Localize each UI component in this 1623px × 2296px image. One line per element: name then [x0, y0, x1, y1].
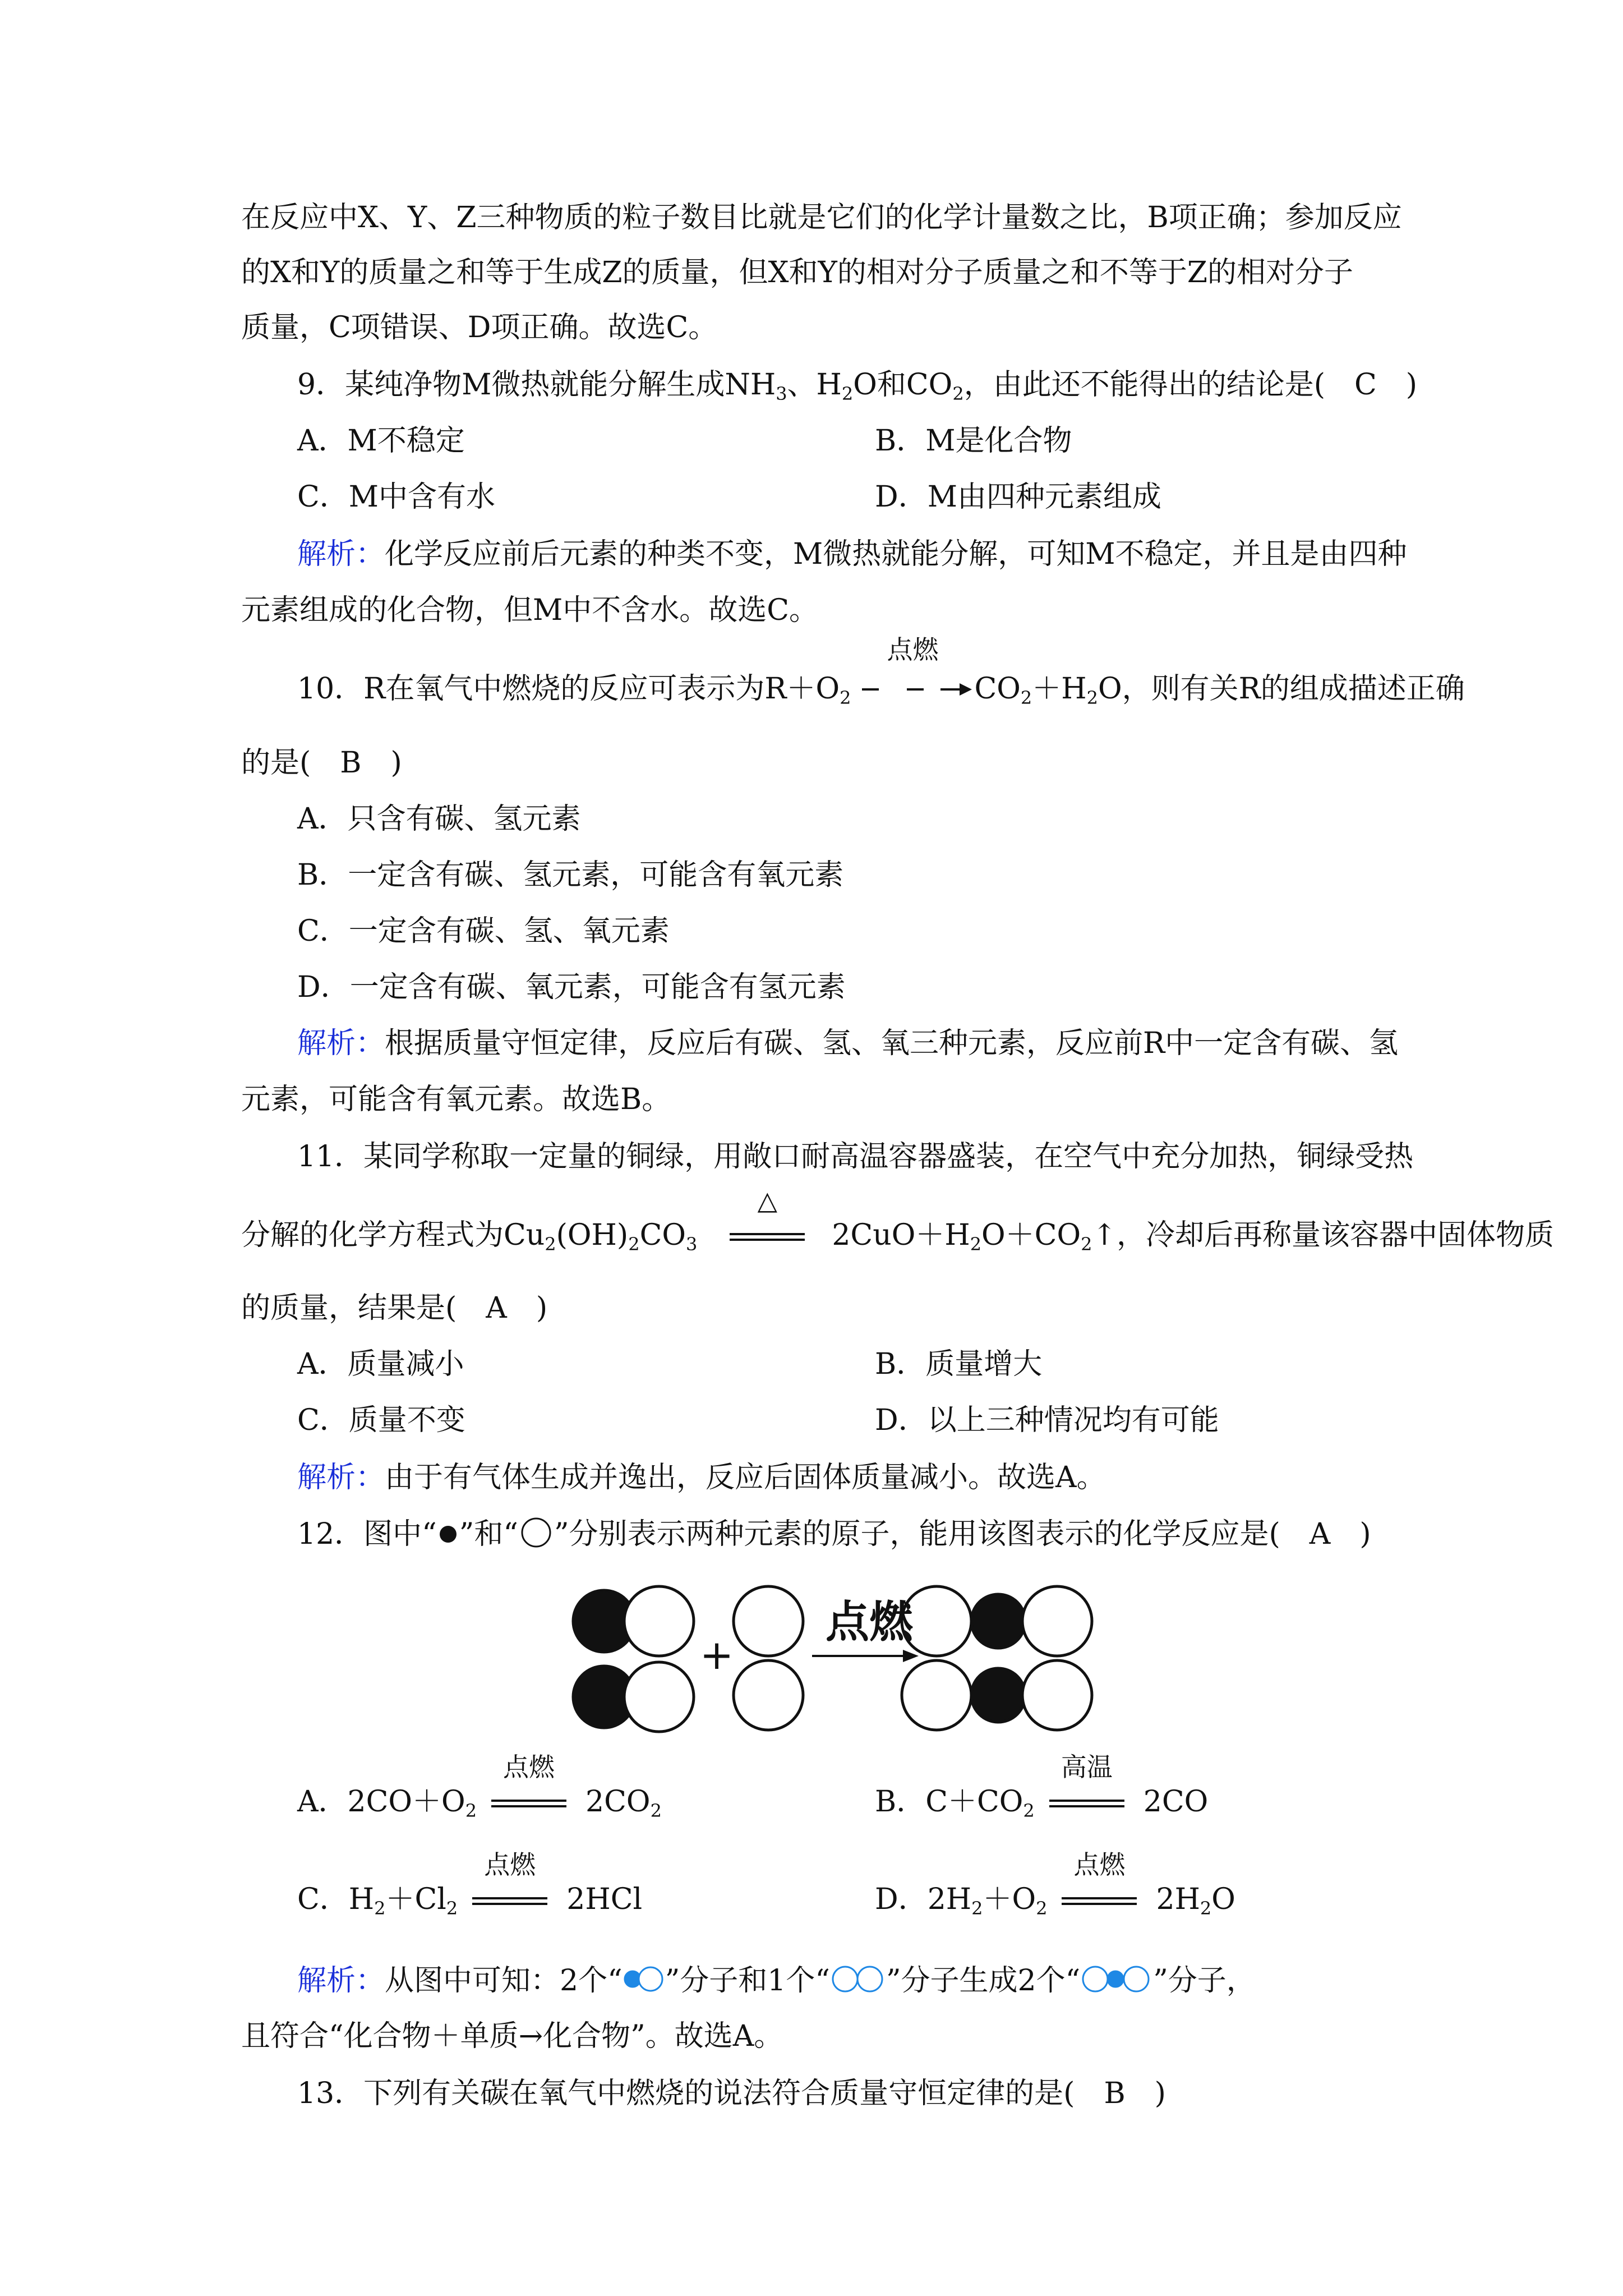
- reaction-arrow: 点燃: [851, 672, 974, 706]
- question-13-stem: 13．下列有关碳在氧气中燃烧的说法符合质量守恒定律的是( B ): [297, 2077, 1166, 2110]
- white-atom: [1022, 1660, 1092, 1730]
- question-12-stem: 12．图中“ ”和“ ”分别表示两种元素的原子，能用该图表示的化学反应是( A ): [297, 1517, 1371, 1551]
- analysis-line: 元素组成的化合物，但M中不含水。故选C。: [241, 593, 819, 627]
- option-a: A．质量减小: [297, 1347, 464, 1381]
- text-line: 质量，C项错误、D项正确。故选C。: [241, 311, 718, 344]
- option-d: D．一定含有碳、氧元素，可能含有氢元素: [297, 970, 846, 1004]
- question-9-stem: 9．某纯净物M微热就能分解生成$NH_3$、$H_2O$和$CO_2$，由此还不能得出的结论是( C ): [297, 368, 1418, 404]
- option-a: A．只含有碳、氢元素: [297, 802, 581, 836]
- analysis-line: 解析：从图中可知：2个“ ”分子和1个“ ”分子生成2个“ ”分子，: [297, 1964, 1256, 1998]
- option-c: C．质量不变: [297, 1404, 465, 1437]
- molecule-co2-icon: [1080, 1963, 1153, 1995]
- burn-equals-sign: 点燃: [1057, 1883, 1141, 1916]
- analysis-label: 解析：: [297, 1027, 385, 1060]
- diagram-condition-label: 点燃: [825, 1597, 914, 1648]
- option-b: B．M是化合物: [875, 424, 1072, 458]
- text-line: 的X和Y的质量之和等于生成Z的质量，但X和Y的相对分子质量之和不等于Z的相对分子: [241, 256, 1353, 289]
- white-atom: [734, 1660, 803, 1730]
- reaction-arrow-head: [903, 1650, 919, 1662]
- option-d: D．$2H_2+O_2$ 点燃 $2H_2O$: [875, 1849, 1235, 1919]
- high-temp-equals-sign: 高温: [1045, 1785, 1129, 1819]
- molecule-o2-icon: [830, 1963, 886, 1995]
- option-b: B．$C+CO_2$ 高温 2CO: [875, 1752, 1209, 1821]
- burn-equals-sign: 点燃: [487, 1785, 571, 1819]
- question-11-equation: 分解的化学方程式为$Cu_2(OH)_2CO_3$ △ $2CuO+H_2O+CO_2↑$，冷却后再称量该容器中固体物质: [241, 1185, 1555, 1255]
- molecule-co-icon: [623, 1963, 665, 1995]
- analysis-line: 解析：根据质量守恒定律，反应后有碳、氢、氧三种元素，反应前R中一定含有碳、氢: [297, 1027, 1399, 1060]
- option-a: A．M不稳定: [297, 424, 465, 458]
- reaction-diagram: [566, 1571, 1122, 1739]
- analysis-label: 解析：: [297, 537, 385, 571]
- white-atom: [1022, 1586, 1092, 1656]
- black-atom-icon: [437, 1520, 459, 1548]
- white-atom: [734, 1586, 803, 1656]
- black-atom: [971, 1594, 1025, 1648]
- option-b: B．质量增大: [875, 1347, 1043, 1381]
- question-11-stem: 11．某同学称取一定量的铜绿，用敞口耐高温容器盛装，在空气中充分加热，铜绿受热: [297, 1140, 1414, 1174]
- text-line: 在反应中X、Y、Z三种物质的粒子数目比就是它们的化学计量数之比，B项正确；参加反应: [241, 201, 1402, 234]
- black-atom: [971, 1668, 1025, 1722]
- heat-equals-sign: △: [725, 1218, 809, 1252]
- white-atom: [624, 1586, 694, 1656]
- question-11-stem-cont: 的质量，结果是( A ): [241, 1291, 548, 1325]
- plus-sign: +: [699, 1631, 734, 1678]
- option-c: C．$H_2+Cl_2$ 点燃 2HCl: [297, 1849, 643, 1919]
- analysis-label: 解析：: [297, 1461, 385, 1494]
- question-10-stem: 10．R在氧气中燃烧的反应可表示为$R+O_2$ 点燃 $CO_2+H_2O$，则有关R的组成描述正确: [297, 634, 1465, 708]
- analysis-line: 元素，可能含有氧元素。故选B。: [241, 1083, 671, 1116]
- option-c: C．一定含有碳、氢、氧元素: [297, 914, 670, 948]
- option-c: C．M中含有水: [297, 480, 496, 514]
- burn-equals-sign: 点燃: [468, 1883, 552, 1916]
- analysis-line: 且符合“化合物＋单质→化合物”。故选A。: [241, 2019, 783, 2053]
- question-10-stem-cont: 的是( B ): [241, 746, 402, 780]
- analysis-line: 解析：由于有气体生成并逸出，反应后固体质量减小。故选A。: [297, 1461, 1106, 1494]
- analysis-line: 解析：化学反应前后元素的种类不变，M微热就能分解，可知M不稳定，并且是由四种: [297, 537, 1407, 571]
- option-b: B．一定含有碳、氢元素，可能含有氧元素: [297, 858, 844, 892]
- option-a: A．$2CO+O_2$ 点燃 $2CO_2$: [297, 1752, 662, 1821]
- white-atom: [624, 1662, 694, 1732]
- white-atom-icon: [518, 1517, 554, 1548]
- option-d: D．M由四种元素组成: [875, 480, 1161, 514]
- option-d: D．以上三种情况均有可能: [875, 1404, 1219, 1437]
- white-atom: [902, 1660, 971, 1730]
- analysis-label: 解析：: [297, 1964, 385, 1998]
